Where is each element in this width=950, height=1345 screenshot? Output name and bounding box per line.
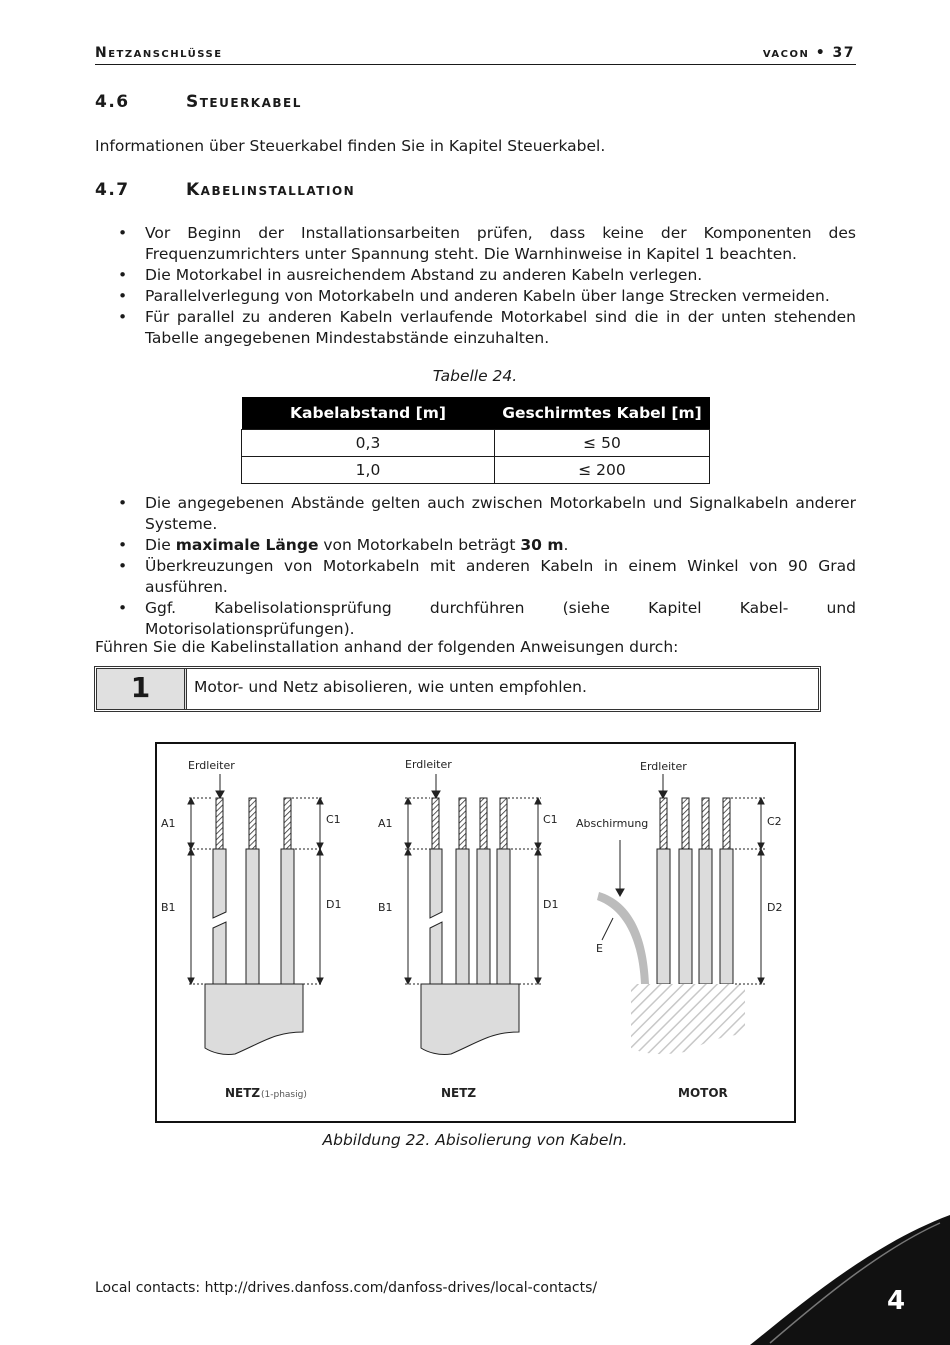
chapter-number: 4 [886, 1286, 906, 1316]
table-row [242, 457, 710, 484]
panel-title-motor: MOTOR [678, 1086, 728, 1100]
panel-title-netz: NETZ [441, 1086, 477, 1100]
section-title-steuerkabel: Steuerkabel [186, 92, 302, 112]
list-item: • Die Motorkabel in ausreichendem Abstand zu anderen Kabeln verlegen. [118, 266, 703, 284]
chapter-corner-tab [740, 1215, 950, 1345]
section-number-4-7: 4.7 [95, 180, 130, 200]
footer-contacts: Local contacts: http://drives.danfoss.com/danfoss-drives/local-contacts/ [95, 1280, 598, 1296]
table-cell: 1,0 [242, 457, 495, 484]
label-erdleiter-1: Erdleiter [188, 759, 235, 772]
label-erdleiter-3: Erdleiter [640, 760, 687, 773]
instruction-intro: Führen Sie die Kabelinstallation anhand der folgenden Anweisungen durch: [95, 638, 679, 656]
label-d1-1: D1 [326, 898, 342, 911]
label-c1-1: C1 [326, 813, 341, 826]
label-d1-2: D1 [543, 898, 559, 911]
label-b1-1: B1 [161, 901, 176, 914]
table-cell: ≤ 200 [495, 457, 710, 484]
panel-subtitle-1phase: (1-phasig) [261, 1090, 307, 1100]
step-box [94, 666, 821, 712]
step-text: Motor- und Netz abisolieren, wie unten empfohlen. [194, 678, 587, 696]
cable-stripping-figure [155, 742, 796, 1123]
table-cell: 0,3 [242, 430, 495, 457]
header-rule [95, 64, 856, 65]
panel-title-netz-1phase: NETZ [225, 1086, 261, 1100]
label-a1-2: A1 [378, 817, 393, 830]
label-e: E [596, 942, 603, 955]
table-cell: ≤ 50 [495, 430, 710, 457]
running-header-left: Netzanschlüsse [95, 45, 223, 61]
list-item: • Die maximale Länge von Motorkabeln beträgt 30 m. [118, 536, 569, 554]
list-item: • Die angegebenen Abstände gelten auch zwischen Motorkabeln und Signalkabeln anderer Systeme. [118, 494, 856, 533]
section-number-4-6: 4.6 [95, 92, 130, 112]
list-item: • Vor Beginn der Installationsarbeiten prüfen, dass keine der Komponenten des Frequenzumrichters unter Spannung steht. Die Warnhinweise in Kapitel 1 beachten. [118, 224, 856, 263]
label-a1-1: A1 [161, 817, 176, 830]
distance-table [241, 397, 710, 484]
list-item: • Überkreuzungen von Motorkabeln mit anderen Kabeln in einem Winkel von 90 Grad ausführen. [118, 557, 856, 596]
label-abschirmung: Abschirmung [576, 817, 649, 830]
table-row [242, 430, 710, 457]
step-number: 1 [97, 669, 187, 709]
bullet-list-bottom [118, 493, 856, 640]
list-item: • Parallelverlegung von Motorkabeln und anderen Kabeln über lange Strecken vermeiden. [118, 287, 830, 305]
table-header-cell: Geschirmtes Kabel [m] [495, 397, 710, 430]
list-item: • Ggf. Kabelisolationsprüfung durchführen (siehe Kapitel Kabel- und Motorisolationsprüfungen). [118, 599, 856, 638]
bullet-list-top [118, 223, 856, 349]
figure-caption: Abbildung 22. Abisolierung von Kabeln. [322, 1131, 628, 1149]
running-header-right: vacon • 37 [762, 45, 855, 61]
label-erdleiter-2: Erdleiter [405, 758, 452, 771]
label-c2: C2 [767, 815, 782, 828]
section-4-6-text: Informationen über Steuerkabel finden Sie in Kapitel Steuerkabel. [95, 137, 606, 155]
table-caption: Tabelle 24. [432, 367, 518, 385]
label-c1-2: C1 [543, 813, 558, 826]
label-b1-2: B1 [378, 901, 393, 914]
label-d2: D2 [767, 901, 783, 914]
list-item: • Für parallel zu anderen Kabeln verlaufende Motorkabel sind die in der unten stehenden Tabelle angegebenen Mindestabstände einzuhalten. [118, 308, 856, 347]
section-title-kabelinstallation: Kabelinstallation [186, 180, 356, 200]
table-header-cell: Kabelabstand [m] [242, 397, 495, 430]
